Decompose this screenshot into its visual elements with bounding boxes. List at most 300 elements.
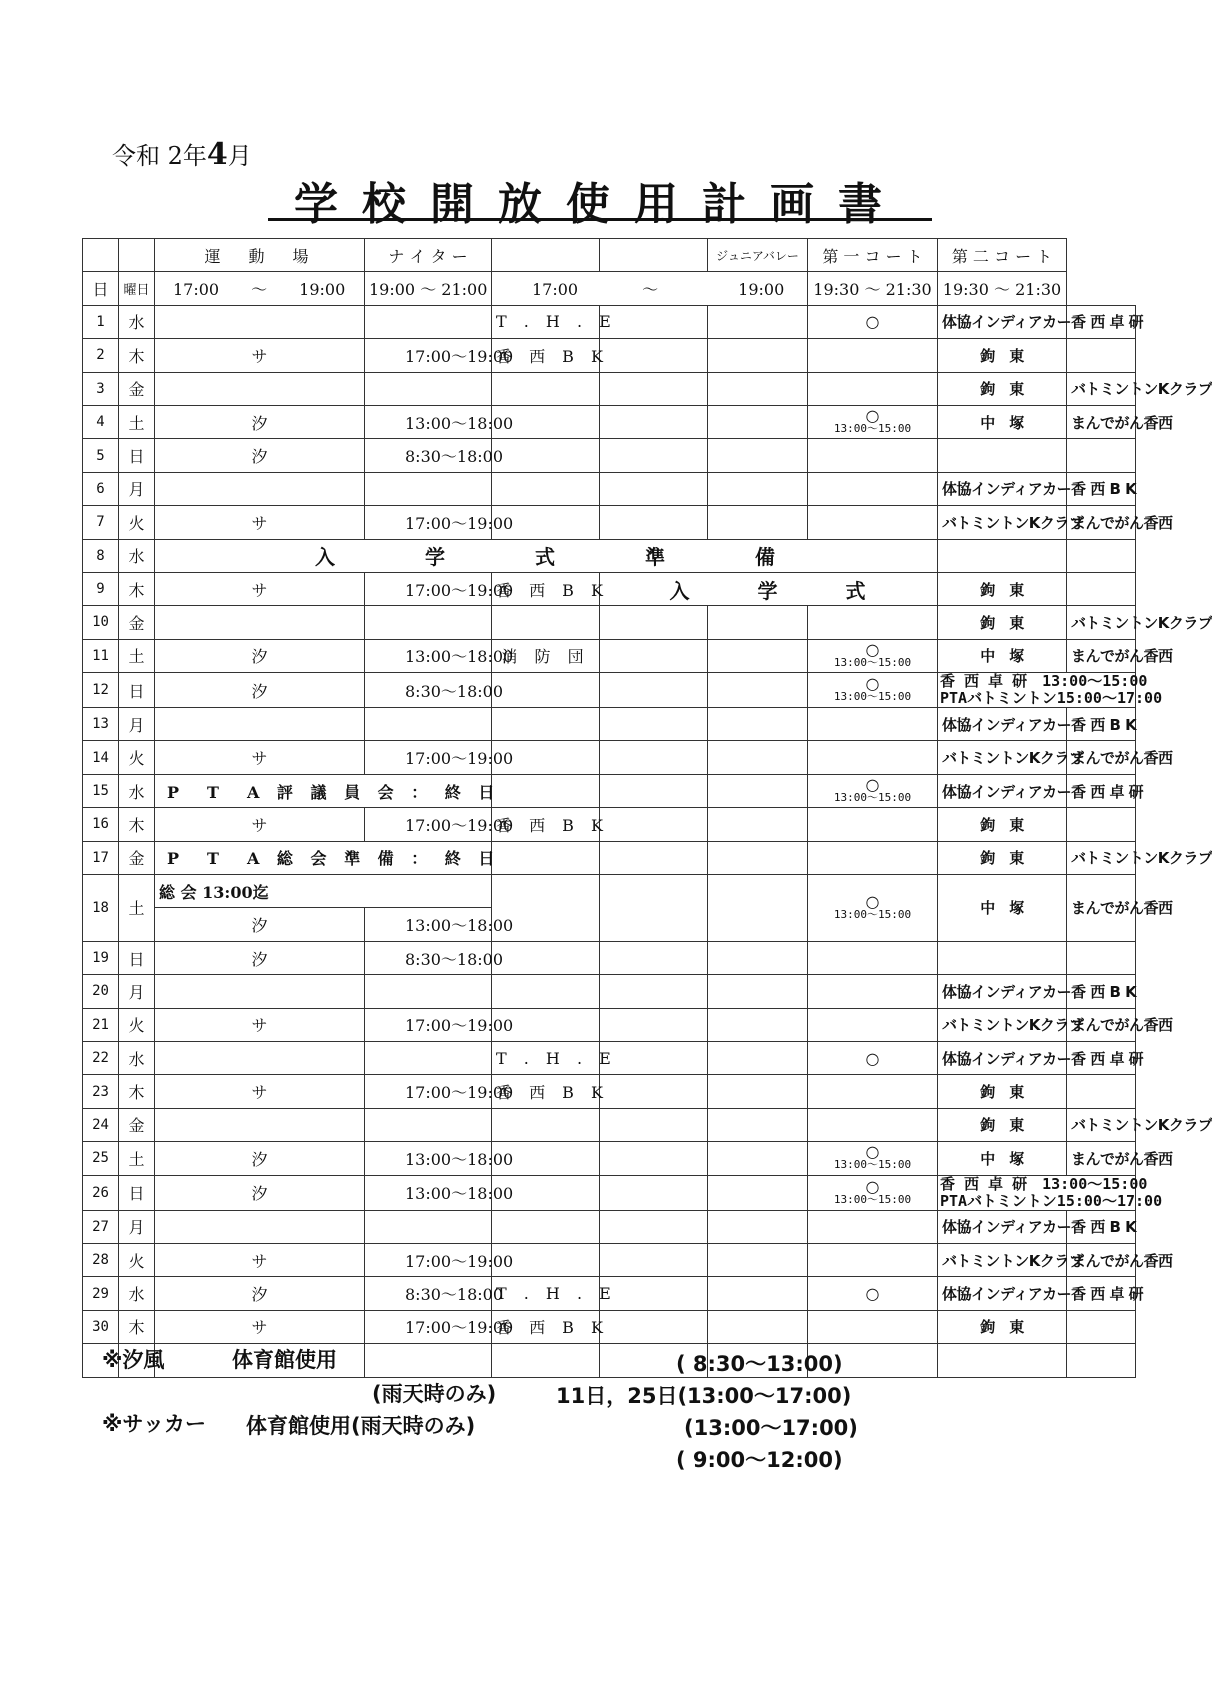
unnamed-cell [708,941,808,974]
court2-cell: 香 西 卓 研 [1067,305,1136,338]
ground-time: 8:30～18:00 [365,941,492,974]
ground-mark: サ [155,741,365,774]
weekday-cell: 水 [119,774,155,807]
circle-mark: ○ [865,775,880,795]
court2-cell: 香 西 B K [1067,708,1136,741]
note-shiokaze-time: ( 8:30～13:00) [676,1352,843,1376]
col-junior-volley: ジュニアバレー [708,239,808,272]
unnamed-cell [600,875,708,942]
weekday-cell: 月 [119,975,155,1008]
unnamed-cell [708,1344,808,1377]
table-row [83,1277,1136,1310]
table-row [83,305,1136,338]
court1-cell: 体協インディアカー [938,975,1067,1008]
unnamed-cell [600,339,708,372]
court1-cell: 鉤 東 [938,339,1067,372]
court1-cell: 体協インディアカー [938,774,1067,807]
weekday-cell: 月 [119,1210,155,1243]
unnamed-cell [708,774,808,807]
court1-cell: バトミントンKクラブ [938,741,1067,774]
day-cell: 5 [83,439,119,472]
junior-volley-cell [808,1243,938,1276]
schedule-table [82,238,1212,1378]
ground-mark: 汐 [155,639,365,672]
table-row [83,572,1136,605]
court2-cell: 香 西 B K [1067,472,1136,505]
jv-time: 17:00 ～ 19:00 [492,272,808,305]
page-title: 学校開放使用計画書 [294,179,906,230]
junior-volley-cell [808,1310,938,1343]
jv-time: 13:00～15:00 [833,907,912,921]
court2-cell [1067,941,1136,974]
unnamed-cell [708,875,808,942]
ground-time: 13:00～18:00 [365,1175,492,1210]
jv-time: 13:00～15:00 [833,422,912,436]
unnamed-cell [708,472,808,505]
court1-cell: 鉤 東 [938,1310,1067,1343]
weekday-cell: 金 [119,372,155,405]
court2-cell: まんでがん香西 [1067,1142,1136,1175]
unnamed-cell [708,1310,808,1343]
junior-volley-cell [808,472,938,505]
court1-cell: 体協インディアカー [938,1210,1067,1243]
unnamed-cell [600,1008,708,1041]
nighter-cell [492,439,600,472]
court2-cell: まんでがん香西 [1067,506,1136,539]
nighter-cell [492,673,600,708]
court2-cell: 香 西 卓 研 [1067,1041,1136,1074]
ground-mark: 汐 [155,1277,365,1310]
junior-volley-cell [808,875,938,942]
ground-mark: 汐 [155,673,365,708]
weekday-cell: 火 [119,506,155,539]
ground-time [365,606,492,639]
day-cell: 4 [83,405,119,438]
unnamed-cell [600,639,708,672]
junior-volley-cell [808,606,938,639]
ground-mark: 汐 [155,1175,365,1210]
unnamed-cell [600,1243,708,1276]
unnamed-cell [708,1175,808,1210]
jv-time: 13:00～15:00 [833,1158,912,1172]
table-row [83,539,1136,572]
ground-time: 17:00～19:00 [365,1008,492,1041]
ground-time: 17:00～19:00 [365,572,492,605]
weekday-cell: 水 [119,305,155,338]
junior-volley-cell [808,1344,938,1377]
note-soccer-label: ※サッカー [102,1412,206,1436]
ground-time [365,975,492,1008]
table-row [83,673,1136,708]
court1-cell [938,539,1067,572]
court2-cell [1067,1075,1136,1108]
court1-cell: 鉤 東 [938,1108,1067,1141]
table-row [83,1210,1136,1243]
jv-time: 13:00～15:00 [833,1192,912,1206]
weekday-cell: 日 [119,941,155,974]
day-cell: 30 [83,1310,119,1343]
junior-volley-cell [808,941,938,974]
ground-time [365,372,492,405]
col-nighter: ナ イ タ ー [365,239,492,272]
unnamed-cell [600,741,708,774]
ground-mark: 汐 [155,439,365,472]
unnamed-cell [708,639,808,672]
day-cell [83,1344,119,1377]
circle-mark: ○ [865,1142,880,1162]
weekday-cell: 月 [119,472,155,505]
day-cell: 11 [83,639,119,672]
day-cell: 27 [83,1210,119,1243]
day-cell: 28 [83,1243,119,1276]
ground-time: 17:00～19:00 [365,506,492,539]
circle-mark: ○ [865,674,880,694]
junior-volley-cell [808,975,938,1008]
junior-volley-cell [808,1108,938,1141]
weekday-cell: 日 [119,673,155,708]
court2-cell: バトミントンKクラブ [1067,1108,1136,1141]
ground-mark: サ [155,1075,365,1108]
table-row [83,1344,1136,1377]
weekday-cell: 月 [119,708,155,741]
weekday-cell: 水 [119,1041,155,1074]
court2-cell [1067,339,1136,372]
weekday-cell: 日 [119,1175,155,1210]
ground-time: 13:00～18:00 [365,1142,492,1175]
court-joint-line: 香 西 卓 研 13:00～15:00 [940,672,1148,691]
court1-cell: 中 塚 [938,875,1067,942]
nighter-time: 19:00 ～ 21:00 [365,272,492,305]
weekday-cell: 土 [119,875,155,942]
unnamed-cell [708,1008,808,1041]
ground-mark: サ [155,572,365,605]
unnamed-cell [600,1210,708,1243]
day-cell: 6 [83,472,119,505]
jv-time: 13:00～15:00 [833,655,912,669]
court1-cell: 鉤 東 [938,372,1067,405]
court2-cell: まんでがん香西 [1067,1008,1136,1041]
weekday-cell: 火 [119,741,155,774]
nighter-cell [492,372,600,405]
day-cell: 19 [83,941,119,974]
nighter-cell: T . H . E [492,1277,600,1310]
day-cell: 13 [83,708,119,741]
table-row [83,1075,1136,1108]
day-cell: 22 [83,1041,119,1074]
court1-cell: 鉤 東 [938,841,1067,874]
unnamed-cell [600,708,708,741]
junior-volley-cell [808,1041,938,1074]
court2-cell: 香 西 卓 研 [1067,1277,1136,1310]
note-shiokaze-label: ※汐風 [102,1348,165,1372]
weekday-cell: 火 [119,1008,155,1041]
ground-mark: サ [155,1243,365,1276]
table-row [83,875,1136,908]
day-cell: 23 [83,1075,119,1108]
jv-time: 13:00～15:00 [833,690,912,704]
weekday-cell: 金 [119,1108,155,1141]
plan-date: 令和 2年4月 [112,137,252,172]
ground-time: 17:00～19:00 [365,339,492,372]
junior-volley-cell [808,741,938,774]
table-row [83,1108,1136,1141]
unnamed-cell [708,305,808,338]
unnamed-cell [708,741,808,774]
unnamed-cell [600,1175,708,1210]
title-underline [268,218,932,221]
court-joint-line: PTAバトミントン15:00～17:00 [940,1191,1163,1210]
court2-cell: 香 西 卓 研 [1067,774,1136,807]
day-cell: 7 [83,506,119,539]
junior-volley-cell [808,405,938,438]
table-row [83,1008,1136,1041]
ground-mark: サ [155,1310,365,1343]
court2-cell: まんでがん香西 [1067,741,1136,774]
ground-time: 17:00～19:00 [365,1243,492,1276]
day-cell: 10 [83,606,119,639]
weekday-cell: 木 [119,572,155,605]
unnamed-cell [708,372,808,405]
court2-cell [1067,572,1136,605]
note-soccer-use: 体育館使用(雨天時のみ) [246,1414,476,1438]
unnamed-cell [708,339,808,372]
ground-time: 17:00～19:00 [365,1310,492,1343]
unnamed-cell [708,841,808,874]
day-cell: 1 [83,305,119,338]
unnamed-cell [600,439,708,472]
junior-volley-cell [808,639,938,672]
weekday-cell: 木 [119,1075,155,1108]
ground-mark: サ [155,1008,365,1041]
ground-time: 8:30～18:00 [365,673,492,708]
court1-cell: 鉤 東 [938,606,1067,639]
table-row [83,506,1136,539]
table-row [83,808,1136,841]
ground-time [365,1041,492,1074]
junior-volley-cell [808,506,938,539]
junior-volley-cell [808,372,938,405]
junior-volley-cell [808,708,938,741]
table-row [83,1142,1136,1175]
junior-volley-cell [808,339,938,372]
nighter-cell [492,1210,600,1243]
table-row [83,405,1136,438]
table-row [83,1310,1136,1343]
ground-mark [155,606,365,639]
court1-cell: 鉤 東 [938,1075,1067,1108]
weekday-cell: 水 [119,539,155,572]
court-joint-line: PTAバトミントン15:00～17:00 [940,689,1163,708]
nighter-cell [492,975,600,1008]
junior-volley-cell [808,841,938,874]
circle-mark: ○ [865,406,880,426]
unnamed-cell [708,808,808,841]
court2-cell: バトミントンKクラブ [1067,841,1136,874]
ground-event: 総 会 13:00迄 [155,875,492,908]
col-weekday: 曜日 [119,272,155,305]
unnamed-cell [708,606,808,639]
nighter-cell: 香 西 B K [492,808,600,841]
table-row [83,841,1136,874]
ground-time: 17:00～19:00 [365,741,492,774]
unnamed-cell [600,405,708,438]
col-day: 日 [83,272,119,305]
table-row [83,339,1136,372]
junior-volley-cell [808,1008,938,1041]
junior-volley-cell [808,774,938,807]
note-rain-only: (雨天時のみ) [372,1382,497,1406]
day-cell: 2 [83,339,119,372]
ground-time: 17:00 ～ 19:00 [155,272,365,305]
day-cell: 16 [83,808,119,841]
ground-mark [155,975,365,1008]
day-cell: 12 [83,673,119,708]
court1-cell: 鉤 東 [938,808,1067,841]
ground-mark [155,472,365,505]
unnamed-cell [708,1041,808,1074]
court1-cell: 体協インディアカー [938,1041,1067,1074]
court2-cell: まんでがん香西 [1067,1243,1136,1276]
court1-cell: 体協インディアカー [938,305,1067,338]
court1-cell [938,1344,1067,1377]
unnamed-cell [600,606,708,639]
unnamed-cell [600,975,708,1008]
weekday-cell: 火 [119,1243,155,1276]
court1-cell: バトミントンKクラブ [938,506,1067,539]
court2-cell [1067,539,1136,572]
day-cell: 17 [83,841,119,874]
court2-cell: まんでがん香西 [1067,639,1136,672]
day-cell: 8 [83,539,119,572]
ground-time [365,1210,492,1243]
court1-time: 19:30 ～ 21:30 [808,272,938,305]
circle-mark: ○ [865,1176,880,1196]
ground-time: 8:30～18:00 [365,1277,492,1310]
nighter-cell [492,841,600,874]
day-cell: 9 [83,572,119,605]
court2-cell: 香 西 B K [1067,975,1136,1008]
court1-cell: バトミントンKクラブ [938,1008,1067,1041]
ground-mark [155,305,365,338]
weekday-cell: 木 [119,1310,155,1343]
event-span: 入 学 式 準 備 [155,539,938,572]
note-soccer-time1: (13:00～17:00) [684,1416,858,1440]
unnamed-cell [708,708,808,741]
nighter-cell: 香 西 B K [492,1310,600,1343]
ground-time: 17:00～19:00 [365,1075,492,1108]
court2-cell [1067,1344,1136,1377]
circle-mark: ○ [865,312,880,332]
ground-mark [155,1108,365,1141]
day-cell: 18 [83,875,119,942]
ground-mark: サ [155,339,365,372]
weekday-cell: 金 [119,606,155,639]
unnamed-cell [708,673,808,708]
nighter-cell: 消 防 団 [492,639,600,672]
ground-time: 8:30～18:00 [365,439,492,472]
court2-cell [1067,439,1136,472]
table-row [83,439,1136,472]
header-row-columns [83,239,1136,272]
ground-time [365,1108,492,1141]
day-cell: 25 [83,1142,119,1175]
unnamed-cell [708,975,808,1008]
court1-cell: 中 塚 [938,405,1067,438]
court2-cell: まんでがん香西 [1067,875,1136,942]
court2-cell: まんでがん香西 [1067,405,1136,438]
ground-mark: 汐 [155,1142,365,1175]
junior-volley-cell [808,673,938,708]
unnamed-cell [708,1108,808,1141]
ground-mark: サ [155,506,365,539]
nighter-cell [492,774,600,807]
court1-cell [938,941,1067,974]
court2-cell: 香 西 B K [1067,1210,1136,1243]
day-cell: 3 [83,372,119,405]
court2-cell [1067,1310,1136,1343]
ground-mark [155,1210,365,1243]
ground-time: 13:00～18:00 [365,405,492,438]
ground-mark [155,372,365,405]
col-court2: 第 二 コ ー ト [938,239,1067,272]
court1-cell [938,439,1067,472]
ground-event: P T A 総 会 準 備 ： 終 日 [155,841,492,874]
junior-volley-cell [808,1142,938,1175]
court2-cell [1067,808,1136,841]
unnamed-cell [600,1310,708,1343]
weekday-cell: 土 [119,405,155,438]
weekday-cell: 土 [119,639,155,672]
junior-volley-cell [808,1277,938,1310]
junior-volley-cell [808,1075,938,1108]
circle-mark: ○ [865,891,880,911]
court1-cell: 中 塚 [938,1142,1067,1175]
table-row [83,1041,1136,1074]
ground-time: 13:00～18:00 [365,908,492,941]
unnamed-cell [708,1243,808,1276]
unnamed-cell [600,372,708,405]
table-row [83,741,1136,774]
day-cell: 24 [83,1108,119,1141]
nighter-cell [492,708,600,741]
nighter-cell [492,941,600,974]
day-cell: 20 [83,975,119,1008]
court1-cell: 中 塚 [938,639,1067,672]
note-dates: 11日，25日(13:00～17:00) [556,1384,852,1408]
day-cell: 26 [83,1175,119,1210]
court1-cell: 体協インディアカー [938,472,1067,505]
table-row [83,606,1136,639]
ground-event: P T A 評 議 員 会 ： 終 日 [155,774,492,807]
ground-mark: 汐 [155,941,365,974]
jv-time: 13:00～15:00 [833,791,912,805]
unnamed-cell [600,841,708,874]
junior-volley-cell [808,1175,938,1210]
court2-cell: バトミントンKクラブ [1067,606,1136,639]
table-row [83,975,1136,1008]
weekday-cell: 水 [119,1277,155,1310]
table-row [83,472,1136,505]
note-shiokaze-use: 体育館使用 [232,1348,337,1372]
nighter-cell: T . H . E [492,1041,600,1074]
ground-mark [155,1041,365,1074]
nighter-cell: T . H . E [492,305,600,338]
table-row [83,1243,1136,1276]
ground-mark [155,1344,365,1377]
ground-time [365,472,492,505]
unnamed-cell [600,1142,708,1175]
col-court1: 第 一 コ ー ト [808,239,938,272]
